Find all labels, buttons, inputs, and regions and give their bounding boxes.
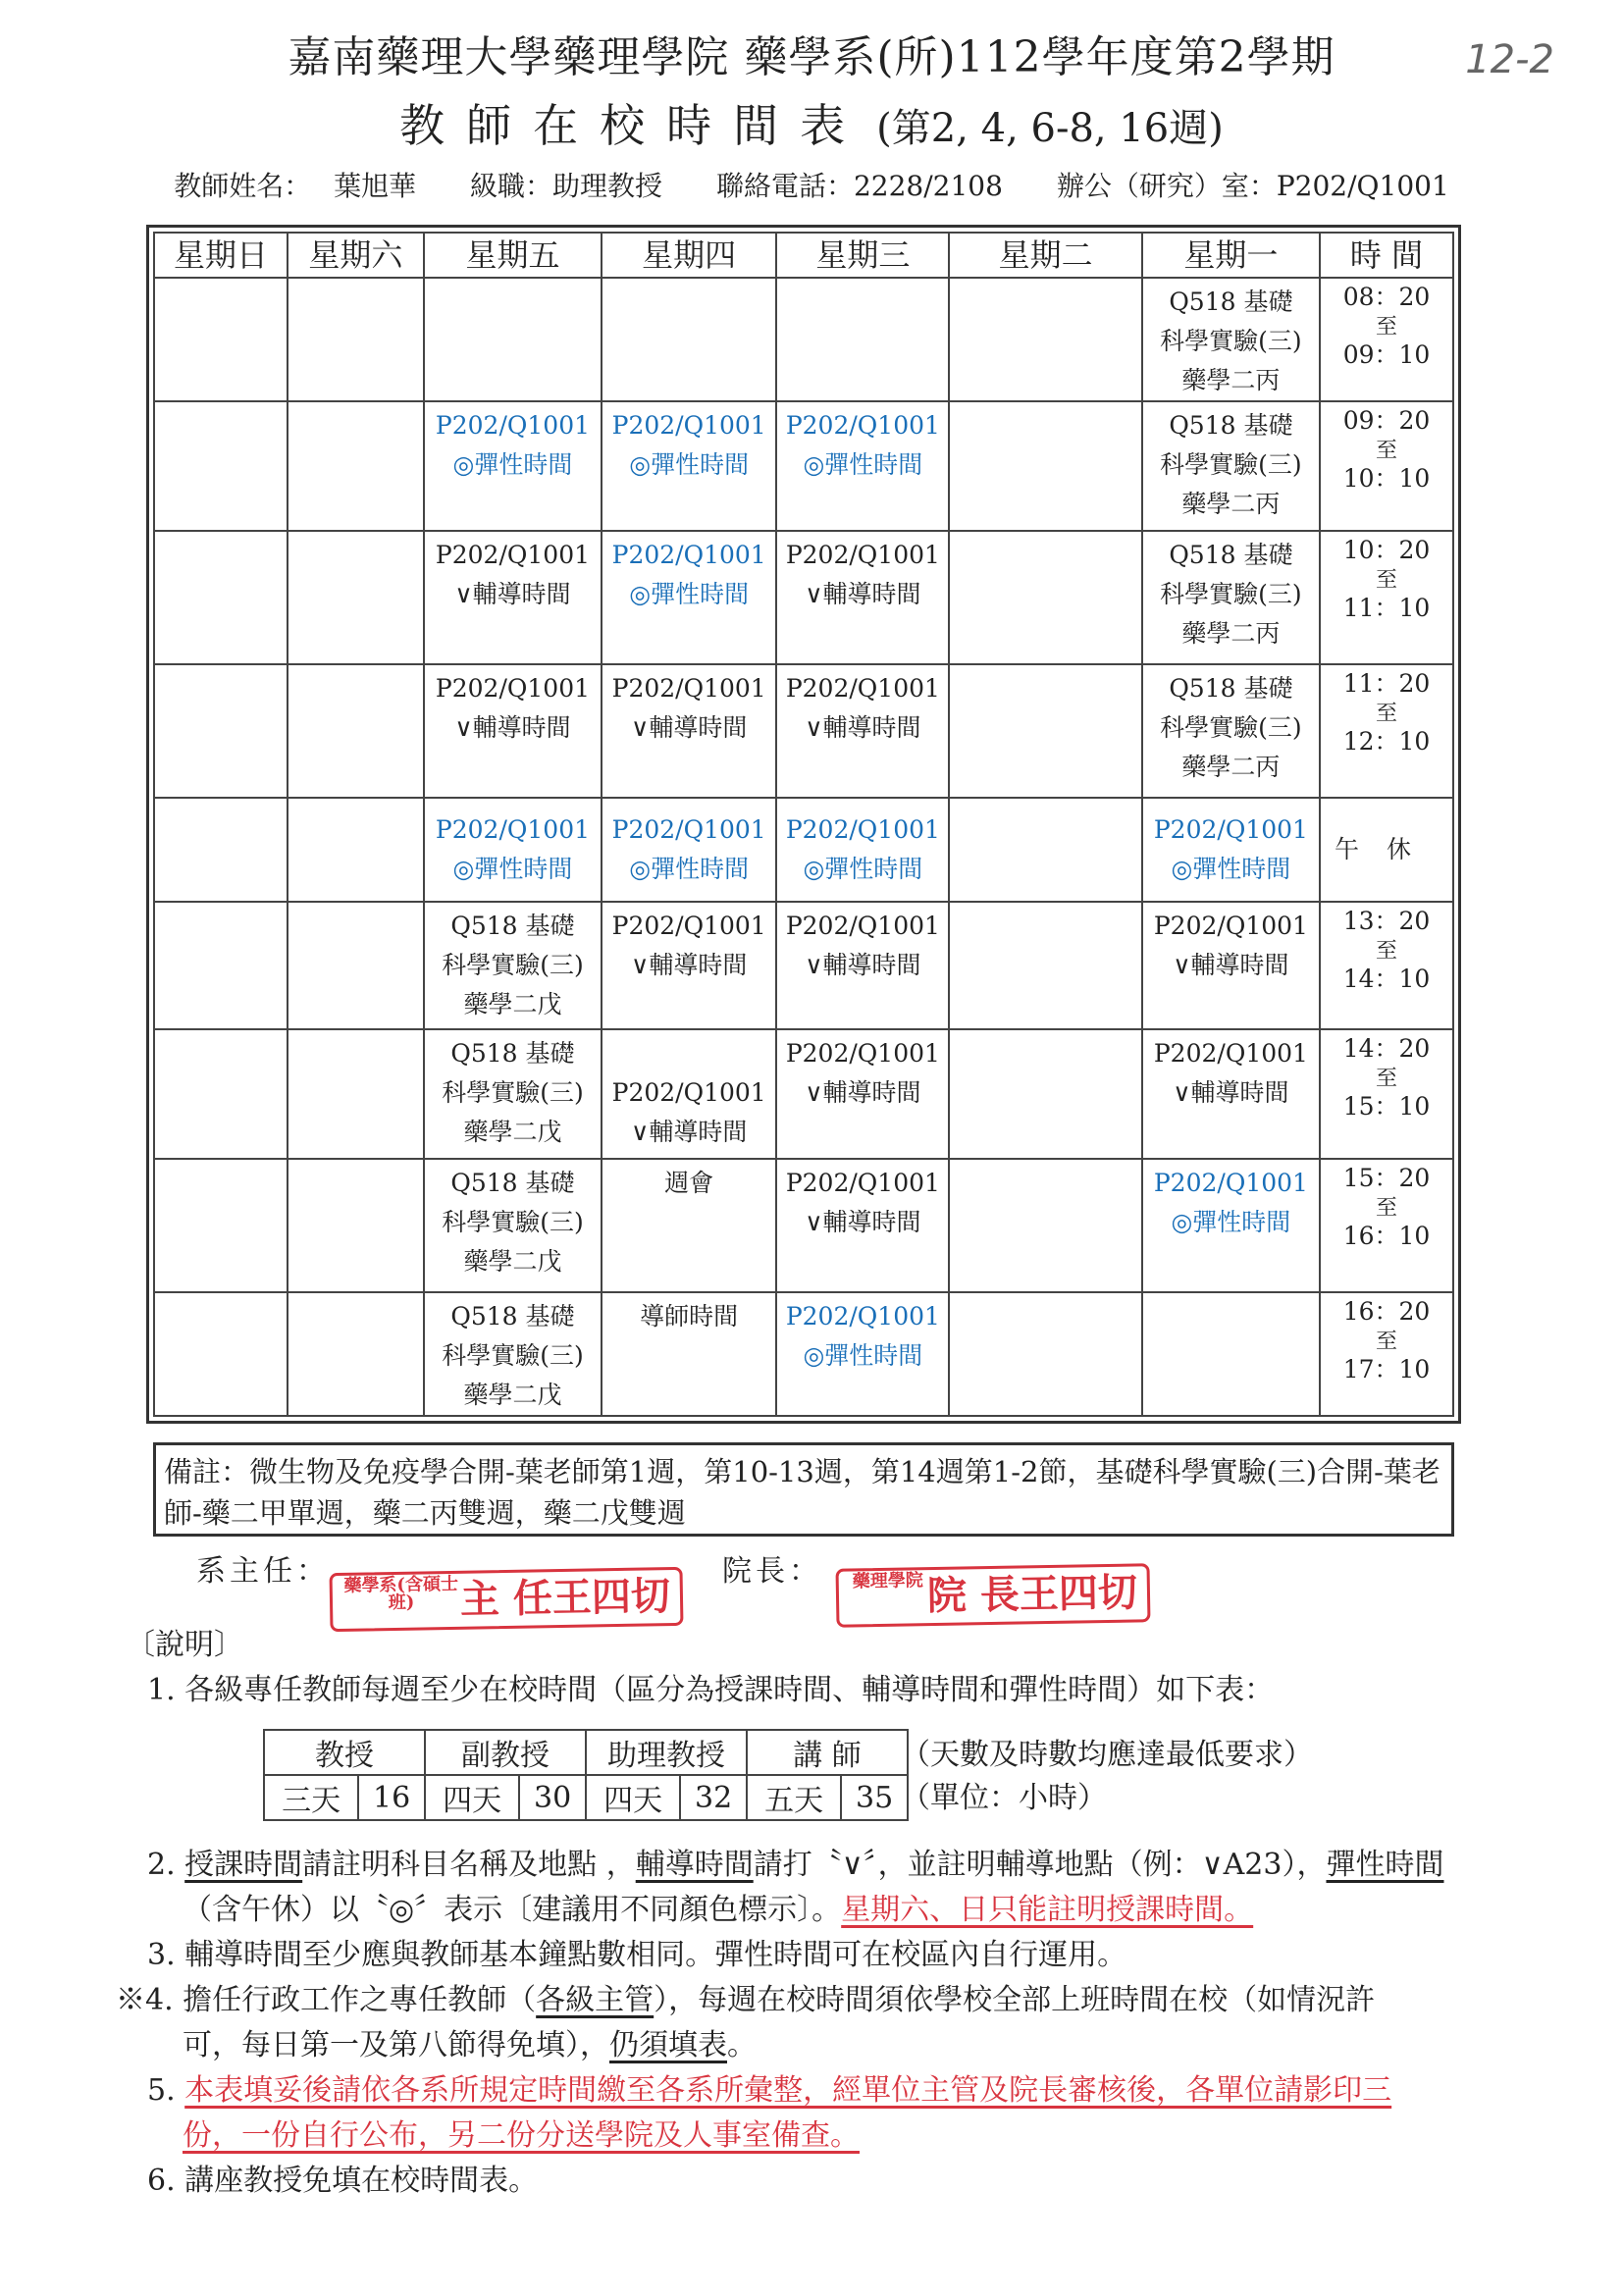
schedule-cell [424, 278, 602, 401]
schedule-cell [1142, 1292, 1320, 1416]
schedule-cell-line: 科學實驗(三) [442, 1341, 584, 1370]
schedule-cell [288, 798, 424, 902]
schedule-cell [424, 798, 602, 902]
teacher-rank: 級職：助理教授 [470, 170, 663, 202]
item2-text-3: （含午休）以〝◎〞表示〔建議用不同顏色標示〕。 [183, 1893, 842, 1927]
schedule-cell [776, 664, 949, 798]
schedule-cell-line: P202/Q1001 [435, 674, 591, 703]
schedule-cell-line: 科學實驗(三) [1160, 450, 1302, 479]
schedule-cell [602, 531, 776, 664]
time-slot-line: 13：20 [1342, 907, 1431, 935]
schedule-cell-line: P202/Q1001 [785, 1169, 940, 1197]
schedule-cell-line: ◎彈性時間 [629, 855, 750, 883]
schedule-cell-line: 藥學二丙 [1181, 366, 1281, 394]
item2-text-2: 請打〝∨〞，並註明輔導地點（例：∨A23）， [753, 1848, 1327, 1882]
rank-header-cell: 教授 [264, 1730, 425, 1775]
rank-header-cell: 副教授 [425, 1730, 586, 1775]
time-slot-line: 08：20 [1342, 283, 1431, 311]
subtitle-text: 教師在校時間表 [399, 99, 867, 152]
schedule-cell-line: P202/Q1001 [435, 541, 591, 569]
schedule-cell-line: 科學實驗(三) [442, 951, 584, 979]
chair-stamp-text: 主 任王四切 [459, 1573, 671, 1623]
schedule-row [154, 664, 1453, 798]
note-item-2-cont [183, 1888, 1517, 1933]
schedule-cell-line: ∨輔導時間 [631, 713, 748, 742]
schedule-cell-line: P202/Q1001 [611, 674, 766, 703]
schedule-cell [949, 664, 1141, 798]
schedule-cell-line: P202/Q1001 [1153, 815, 1308, 844]
schedule-header-cell: 星期一 [1142, 233, 1320, 278]
note-item-6: 6. 講座教授免填在校時間表。 [147, 2164, 539, 2198]
schedule-cell [1142, 798, 1320, 902]
schedule-cell-line: ◎彈性時間 [803, 855, 923, 883]
rank-header-row [264, 1730, 908, 1775]
schedule-cell-line: P202/Q1001 [435, 411, 591, 440]
schedule-cell [602, 1029, 776, 1159]
schedule-cell-line: Q518 基礎 [1169, 287, 1293, 316]
schedule-row [154, 1159, 1453, 1292]
schedule-cell [424, 1029, 602, 1159]
chair-stamp [330, 1567, 684, 1632]
schedule-cell [288, 1029, 424, 1159]
time-slot-line: 午休 [1335, 834, 1440, 863]
schedule-cell-line: ◎彈性時間 [803, 1341, 923, 1370]
schedule-cell [1142, 664, 1320, 798]
schedule-cell [288, 1292, 424, 1416]
schedule-cell-line: ∨輔導時間 [1173, 951, 1289, 979]
schedule-cell-line: 科學實驗(三) [1160, 580, 1302, 608]
schedule-cell-line: ◎彈性時間 [803, 450, 923, 479]
schedule-cell [1142, 278, 1320, 401]
schedule-cell [1142, 1029, 1320, 1159]
schedule-cell-line: ∨輔導時間 [805, 713, 921, 742]
time-slot-cell [1320, 1159, 1453, 1292]
schedule-cell [776, 531, 949, 664]
schedule-cell-line: ∨輔導時間 [631, 951, 748, 979]
item2-flex: 彈性時間 [1326, 1848, 1444, 1882]
schedule-cell-line: ∨輔導時間 [805, 951, 921, 979]
schedule-cell [1142, 1159, 1320, 1292]
schedule-cell-line: P202/Q1001 [785, 674, 940, 703]
item5-text: 本表填妥後請依各系所規定時間繳至各系所彙整，經單位主管及院長審核後，各單位請影印三 [184, 2073, 1392, 2108]
schedule-cell [949, 798, 1141, 902]
rank-header-cell: 講 師 [747, 1730, 908, 1775]
note-item-3: 3. 輔導時間至少應與教師基本鐘點數相同。彈性時間可在校區內自行運用。 [147, 1938, 1127, 1972]
rank-values-row [264, 1775, 908, 1820]
schedule-cell [602, 664, 776, 798]
schedule-cell [154, 531, 288, 664]
schedule-cell-line: ∨輔導時間 [454, 580, 571, 608]
schedule-cell [154, 902, 288, 1029]
schedule-cell-line: Q518 基礎 [450, 1302, 575, 1331]
schedule-cell [424, 1159, 602, 1292]
teacher-phone: 聯絡電話：2228/2108 [715, 170, 1003, 202]
schedule-cell-line: 科學實驗(三) [442, 1208, 584, 1236]
item2-num: 2. [147, 1848, 185, 1882]
schedule-row [154, 278, 1453, 401]
dean-label: 院長： [722, 1554, 822, 1589]
schedule-cell-line: P202/Q1001 [611, 815, 766, 844]
schedule-cell [602, 902, 776, 1029]
schedule-cell [154, 1292, 288, 1416]
dean-stamp [836, 1563, 1151, 1628]
schedule-row [154, 401, 1453, 531]
dean-stamp-small: 藥理學院 [852, 1570, 923, 1592]
schedule-cell [288, 278, 424, 401]
time-slot-line: 09：10 [1342, 340, 1431, 369]
rank-hours-cell: 32 [680, 1775, 747, 1820]
schedule-cell-line: P202/Q1001 [785, 815, 940, 844]
schedule-cell-line: 科學實驗(三) [1160, 713, 1302, 742]
schedule-table [153, 232, 1454, 1417]
teacher-office: 辦公（研究）室：P202/Q1001 [1056, 170, 1449, 202]
schedule-cell [776, 902, 949, 1029]
schedule-cell-line: Q518 基礎 [1169, 674, 1293, 703]
schedule-cell [288, 401, 424, 531]
schedule-cell [602, 278, 776, 401]
schedule-cell [154, 1029, 288, 1159]
schedule-cell-line: ◎彈性時間 [629, 580, 750, 608]
time-slot-line: 15：20 [1342, 1164, 1431, 1192]
schedule-cell-line: P202/Q1001 [1153, 912, 1308, 940]
schedule-cell [602, 1292, 776, 1416]
schedule-cell-line: P202/Q1001 [611, 541, 766, 569]
schedule-cell-line: 週會 [664, 1169, 714, 1197]
schedule-header-cell: 星期三 [776, 233, 949, 278]
schedule-cell [949, 902, 1141, 1029]
schedule-cell [288, 664, 424, 798]
schedule-cell-line [602, 1034, 775, 1073]
schedule-cell-line: ∨輔導時間 [631, 1118, 748, 1146]
corner-handwritten-mark: 12-2 [1465, 37, 1554, 82]
time-slot-cell [1320, 401, 1453, 531]
document-subtitle [0, 90, 1623, 155]
schedule-cell [154, 1159, 288, 1292]
schedule-row [154, 798, 1453, 902]
time-slot-cell [1320, 798, 1453, 902]
item4-text-3: 可，每日第一及第八節得免填）， [183, 2028, 609, 2062]
schedule-cell-line: 藥學二丙 [1181, 753, 1281, 781]
schedule-cell-line: ∨輔導時間 [454, 713, 571, 742]
schedule-body [154, 278, 1453, 1416]
rank-days-cell: 四天 [586, 1775, 680, 1820]
schedule-cell [154, 664, 288, 798]
schedule-cell [776, 278, 949, 401]
schedule-cell-line: P202/Q1001 [1153, 1169, 1308, 1197]
schedule-cell [424, 902, 602, 1029]
schedule-cell-line: 藥學二丙 [1181, 490, 1281, 518]
note-item-2 [147, 1843, 1521, 1888]
time-slot-line: 至 [1376, 702, 1398, 726]
item4-text-1: ※4. 擔任行政工作之專任教師（ [116, 1983, 537, 2017]
rank-header-cell: 助理教授 [586, 1730, 747, 1775]
time-slot-line: 11：10 [1342, 594, 1431, 622]
schedule-cell-line: ∨輔導時間 [805, 580, 921, 608]
schedule-cell-line: 藥學二戊 [463, 1381, 562, 1409]
time-slot-cell [1320, 1292, 1453, 1416]
schedule-cell [602, 401, 776, 531]
schedule-cell-line: P202/Q1001 [1153, 1039, 1308, 1068]
schedule-cell-line: P202/Q1001 [785, 1039, 940, 1068]
note-item-5 [147, 2068, 1521, 2113]
schedule-cell [154, 401, 288, 531]
time-slot-line: 14：10 [1342, 965, 1431, 993]
item5-text-2: 份，一份自行公布，另二份分送學院及人事室備查。 [183, 2118, 860, 2153]
schedule-cell-line: ∨輔導時間 [805, 1208, 921, 1236]
schedule-cell [949, 531, 1141, 664]
item2-tutoring: 輔導時間 [635, 1848, 754, 1882]
schedule-cell [1142, 531, 1320, 664]
item5-num: 5. [147, 2073, 185, 2108]
item2-teaching: 授課時間 [184, 1848, 303, 1882]
schedule-header-cell: 星期二 [949, 233, 1141, 278]
schedule-cell [1142, 902, 1320, 1029]
time-slot-line: 14：20 [1342, 1034, 1431, 1063]
note-item-5-cont [183, 2113, 860, 2159]
rank-hours-cell: 16 [358, 1775, 425, 1820]
item2-text-1: 請註明科目名稱及地點 ， [302, 1848, 636, 1882]
schedule-cell-line: P202/Q1001 [611, 912, 766, 940]
schedule-cell-line: 科學實驗(三) [1160, 327, 1302, 355]
schedule-cell-line: P202/Q1001 [785, 411, 940, 440]
schedule-cell-line: 科學實驗(三) [442, 1078, 584, 1107]
document-title: 嘉南藥理大學藥理學院 藥學系(所)112學年度第2學期 [288, 32, 1335, 82]
item4-text-2: ），每週在校時間須依學校全部上班時間在校（如情況許 [654, 1983, 1376, 2017]
item4-must: 仍須填表 [609, 2028, 727, 2062]
schedule-cell-line: 藥學二戊 [463, 1247, 562, 1276]
notes-heading: 〔說明〕 [126, 1628, 243, 1662]
schedule-cell [776, 798, 949, 902]
weeks-text: (第2, 4, 6-8, 16週) [876, 106, 1224, 151]
schedule-cell [776, 401, 949, 531]
item2-red: 星期六、日只能註明授課時間。 [841, 1893, 1254, 1927]
schedule-remark: 備註：微生物及免疫學合開-葉老師第1週，第10-13週，第14週第1-2節，基礎科學實驗(三)合開-葉老師-藥二甲單週，藥二丙雙週，藥二戊雙週 [153, 1442, 1454, 1537]
time-slot-line: 16：10 [1342, 1222, 1431, 1250]
schedule-cell [424, 664, 602, 798]
schedule-cell-line: 藥學二丙 [1181, 619, 1281, 648]
schedule-cell-line: Q518 基礎 [450, 912, 575, 940]
rank-hours-table [263, 1729, 909, 1821]
schedule-cell-line: ◎彈性時間 [1171, 1208, 1291, 1236]
time-slot-line: 至 [1376, 1330, 1398, 1354]
schedule-header-cell: 星期五 [424, 233, 602, 278]
schedule-cell-line: Q518 基礎 [1169, 411, 1293, 440]
schedule-cell [776, 1029, 949, 1159]
rank-days-cell: 五天 [747, 1775, 841, 1820]
time-slot-cell [1320, 902, 1453, 1029]
schedule-cell-line: ∨輔導時間 [1173, 1078, 1289, 1107]
time-slot-line: 10：20 [1342, 536, 1431, 564]
time-slot-line: 16：20 [1342, 1297, 1431, 1326]
rank-note-2: （單位：小時） [901, 1781, 1107, 1815]
schedule-header-cell: 星期六 [288, 233, 424, 278]
chair-stamp-small: 藥學系(含碩士班) [343, 1573, 459, 1614]
schedule-cell [602, 1159, 776, 1292]
schedule-cell-line: ◎彈性時間 [452, 855, 573, 883]
time-slot-cell [1320, 278, 1453, 401]
schedule-cell-line: Q518 基礎 [1169, 541, 1293, 569]
schedule-cell [424, 531, 602, 664]
rank-days-cell: 四天 [425, 1775, 519, 1820]
time-slot-line: 至 [1376, 1067, 1398, 1091]
schedule-cell [288, 531, 424, 664]
schedule-cell [154, 278, 288, 401]
schedule-cell [1142, 401, 1320, 531]
rank-hours-cell: 30 [519, 1775, 586, 1820]
note-item-1: 1. 各級專任教師每週至少在校時間（區分為授課時間、輔導時間和彈性時間）如下表： [147, 1673, 1275, 1707]
schedule-cell [776, 1159, 949, 1292]
time-slot-line: 09：20 [1342, 406, 1431, 435]
schedule-cell-line: Q518 基礎 [450, 1169, 575, 1197]
schedule-cell-line: P202/Q1001 [785, 912, 940, 940]
schedule-row [154, 531, 1453, 664]
schedule-cell [949, 1029, 1141, 1159]
schedule-cell-line: ∨輔導時間 [805, 1078, 921, 1107]
time-slot-cell [1320, 1029, 1453, 1159]
schedule-cell [288, 1159, 424, 1292]
rank-days-cell: 三天 [264, 1775, 358, 1820]
schedule-row [154, 1029, 1453, 1159]
schedule-cell [602, 798, 776, 902]
schedule-row [154, 1292, 1453, 1416]
schedule-cell [949, 1292, 1141, 1416]
schedule-cell-line: P202/Q1001 [611, 411, 766, 440]
schedule-cell-line: 藥學二戊 [463, 1118, 562, 1146]
schedule-cell-line: P202/Q1001 [785, 541, 940, 569]
chair-label: 系主任： [196, 1554, 330, 1589]
schedule-cell-line: ◎彈性時間 [629, 450, 750, 479]
schedule-header-cell: 星期日 [154, 233, 288, 278]
time-slot-line: 至 [1376, 1196, 1398, 1221]
item4-heads: 各級主管 [536, 1983, 654, 2017]
schedule-cell-line: 導師時間 [640, 1302, 739, 1331]
schedule-cell-line: ◎彈性時間 [1171, 855, 1291, 883]
schedule-cell-line: Q518 基礎 [450, 1039, 575, 1068]
item4-end: 。 [727, 2028, 757, 2062]
schedule-cell-line: 藥學二戊 [463, 990, 562, 1018]
schedule-cell [949, 1159, 1141, 1292]
schedule-cell [424, 401, 602, 531]
schedule-header-row [154, 233, 1453, 278]
time-slot-line: 至 [1376, 568, 1398, 593]
schedule-header-cell: 時 間 [1320, 233, 1453, 278]
time-slot-line: 至 [1376, 439, 1398, 463]
schedule-cell [288, 902, 424, 1029]
time-slot-cell [1320, 531, 1453, 664]
time-slot-line: 17：10 [1342, 1355, 1431, 1383]
schedule-cell [776, 1292, 949, 1416]
schedule-cell [154, 798, 288, 902]
teacher-info [0, 165, 1623, 204]
dean-stamp-text: 院 長王四切 [926, 1569, 1138, 1620]
time-slot-line: 11：20 [1342, 669, 1431, 698]
schedule-row [154, 902, 1453, 1029]
schedule-cell [949, 401, 1141, 531]
time-slot-line: 至 [1376, 315, 1398, 339]
time-slot-line: 10：10 [1342, 464, 1431, 493]
time-slot-line: 至 [1376, 939, 1398, 964]
schedule-cell [949, 278, 1141, 401]
schedule-cell-line: ◎彈性時間 [452, 450, 573, 479]
schedule-cell [424, 1292, 602, 1416]
schedule-cell-line: P202/Q1001 [785, 1302, 940, 1331]
rank-hours-cell: 35 [841, 1775, 908, 1820]
schedule-cell-line: P202/Q1001 [435, 815, 591, 844]
teacher-name: 教師姓名： 葉旭華 [174, 170, 417, 202]
note-item-4 [116, 1978, 1519, 2023]
time-slot-line: 12：10 [1342, 727, 1431, 756]
time-slot-line: 15：10 [1342, 1092, 1431, 1121]
rank-note-1: （天數及時數均應達最低要求） [901, 1738, 1313, 1772]
time-slot-cell [1320, 664, 1453, 798]
schedule-cell-line: P202/Q1001 [611, 1078, 766, 1107]
note-item-4-cont [183, 2023, 757, 2068]
schedule-header-cell: 星期四 [602, 233, 776, 278]
